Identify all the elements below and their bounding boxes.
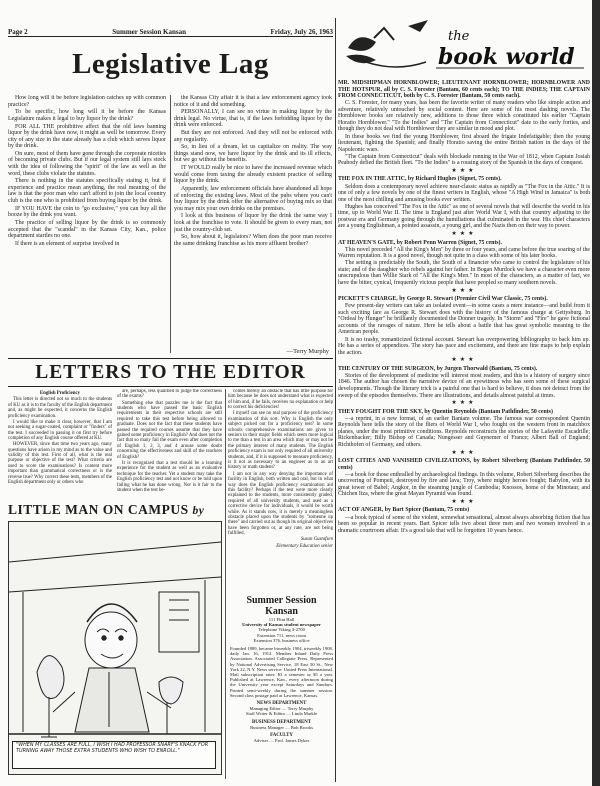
page-column-divider: [335, 18, 336, 782]
faculty-line-1: Adviser .... Prof. James Dykes: [253, 738, 310, 744]
book-review-paragraph: In these books we find the young Hornblower, first aboard the frigate Indefatigable; then the young lieutenant, fighting the Spanish; and finally Horatio saving the entire British nation in the days of the Napoleonic wars.: [338, 133, 590, 153]
page-binding-edge: [592, 0, 600, 786]
editorial-column-1: [8, 95, 166, 357]
paragraph: Apparently, law enforcement officials have abandoned all hope of enforcing the existing laws. Most of the pubs where you can't buy liquor by the drink offer the alternative of buying mix so that you may mix your own drinks on the premises.: [174, 186, 332, 212]
book-review-paragraph: —a book for those enthralled by archaeological findings. In this volume, Robert Silverberg describes the uncovering of Pompeii, destroyed by fire and lava; Troy, where mighty heroes fought; Babylon, with its great tower of Babel; Angkor, in the steaming jungle of Cambodia; Knossos, home of the Minotaur, and Chichen Itza, where the great Mayan Pyramid was found.: [338, 471, 590, 498]
paragraph: So, how about it, legislators? When does the poor man receive the same drinking franchise as his more affluent brother?: [174, 234, 332, 247]
staff-box-address: 111 Flint Hall: [268, 617, 295, 622]
book-world-logo: [338, 18, 588, 74]
paragraph: I myself can see no real purpose of the proficiency examination of this sort. Why is English the only subject picked out for a proficiency test? In some schools comprehensive examinations are given to seniors in their major fields which seem more logical to me than a test in an area which may or may not be the primary interest of many students. The English proficiency exam is not only required of all university students, and, if it is supposed to measure proficiency, is it not as necessary to an engineer as to an art history or math student?: [228, 411, 333, 471]
biz-dept-heading: BUSINESS DEPARTMENT: [251, 719, 312, 725]
issue-date: Friday, July 26, 1963: [270, 28, 333, 36]
book-world-logo-art: [338, 18, 588, 74]
book-review-paragraph: It is no trashy, romanticized fictional account. Stewart has overpowering bibliography to back him up. He has a series of appendices. The story has pace and excitement, and there are fine maps to help explain the action.: [338, 336, 590, 356]
news-dept-line-1: Managing Editor .... Terry Murphy: [249, 706, 314, 712]
column-divider: [170, 95, 171, 353]
masthead: [8, 24, 333, 37]
letters-rule: [8, 386, 333, 387]
book-review-paragraph: —a book typical of some of the violent, somewhat sensational, almost always absorbing fiction that has been so popular in recent years. Bart Spicer tells two about three men and two women involved in a dramatic courtroom affair. It's a good tale that will be forgotten 10 years hence.: [338, 514, 590, 534]
separator-stars: ★★★: [451, 231, 477, 237]
faculty-heading: FACULTY: [270, 733, 293, 739]
book-review-paragraph: —a reprint, in a new format, of an earlier Bantam volume. The famous war correspondent Quentin Reynolds here tells the story of the fliers of World War I, who fought on the western front in matchbox planes, under the most primitive conditions. Reynolds reconstructs the stories of the Lafayette Escadrille; Rickenbacker; Billy Bishop of Canada; Nungesser and Guynemer of France; Albert Ball of England; Richthofen of Germany, and others.: [338, 415, 590, 448]
separator-stars: ★★★: [451, 498, 477, 505]
paragraph: It is recognized that a test should be a learning experience for the student as well as an evaluative technique for the teacher. Yet a student may take the English proficiency test and not know or be told upon failing what he has done wrong. Nor is it fair to the student when the test be-: [117, 460, 222, 493]
book-review-paragraph: The setting is predictably the South, the South of a financier who came to control the legislature of his state; and of the daughter who rebels against her father. In Bogan Murdock we have a character even more unscrupulous than Willie Stark of "All the King's Men." In most of the characters, as a matter of fact, we have the bitter, cynical, frequently vicious people that have peopled so many southern novels.: [338, 260, 590, 287]
paragraph: This letter is directed not so much to the students of KU as it is to the faculty of the English department and, as might be expected, it concerns the English proficiency examination.: [8, 397, 112, 419]
paragraph: PERSONALLY, I can see no virtue in making liquor by the drink legal. No virtue, that is, if the laws forbidding liquor by the drink were enforced.: [174, 109, 332, 129]
staff-box-title-2: Kansan: [265, 606, 298, 617]
paragraph: are, perhaps, less qualified to judge the correctness of the exams?: [117, 389, 222, 400]
letter-signature-title: Elementary Education senior: [276, 543, 333, 549]
book-review-paragraph: "The Captain from Connecticut" deals with blockade running in the War of 1812, when Captain Josiah Peabody defied the British fleet. "To the Indies" is a rousing story of the Spanish in the days of conquest.: [338, 153, 590, 167]
paragraph: I would like to make it clear, however, that I am not seeking a sugar-coated, complaint or "finders" of the test. I succeeded in passing it on first try before completion of any English course offered at KU.: [8, 419, 112, 442]
book-title: THE CENTURY OF THE SURGEON, by Jurgen Thorwald (Bantam, 75 cents).: [338, 365, 538, 372]
cartoon-drawing: [8, 521, 222, 775]
paragraph: IF YOU HAVE the coin to "go exclusive," you can buy all the booze by the drink you want.: [8, 205, 166, 219]
logo-word-book-world: book world: [438, 44, 575, 70]
book-title: LOST CITIES AND VANISHED CIVILIZATIONS, by Robert Silverberg (Bantam Pathfinder, 50 cents): [338, 458, 590, 471]
column-divider: [225, 389, 226, 779]
cartoon-caption: "WHEN MY CLASSES ARE FULL, I WISH I HAD PROFESSOR SNARF'S KNACK FOR TURNING AWAY THOSE EXTRA STUDENTS WHO WISH TO ENROLL.": [12, 741, 216, 769]
paragraph: The practice of selling liquor by the drink is so commonly accepted that the "scandal" in the Kansas City, Kan., police department startles no one.: [8, 219, 166, 240]
separator-stars: ★★★: [451, 167, 477, 174]
staff-box-ext-news: Extension 711, news room: [257, 632, 306, 638]
book-world-column: [338, 78, 590, 782]
editorial-column-2: [174, 95, 332, 349]
cartoon-illustration: [9, 522, 221, 774]
letter-subhead: English Proficiency: [39, 391, 81, 396]
page-number: Page 2: [8, 28, 28, 36]
paragraph: the Kansas City affair it is that a law enforcement agency took notice of it and did something.: [174, 95, 332, 108]
book-title: MR. MIDSHIPMAN HORNBLOWER; LIEUTENANT HORNBLOWER; HORNBLOWER AND THE HOTSPUR, all by C. S. Forester (Bantam, 60 cents each); TO THE INDIES; THE CAPTAIN FROM CONNECTICUT, both by C. S. Forester (Bantam, 50 cents each).: [338, 80, 590, 100]
book-review-paragraph: Few present-day writers can take an isolated event—in some cases a mere instance—and build from it such exciting fare as George R. Stewart does with the history of the famous charge at Gettysburg. In "Ordeal by Hunger" he brilliantly documented the Donner tragedy. In "Storm" and "Fire" he gave fictional accounts of the ravages of nature. Here he tells about a battle that has great symbolic meaning to the American people.: [338, 303, 590, 336]
separator-stars: ★★★: [451, 400, 477, 407]
book-review-paragraph: Seldom does a contemporary novel achieve near-classic status as rapidly as "The Fox in the Attic." It is one of only a few novels by one of the finest writers in English, whose "A High Wind in Jamaica" is both one of the most chilling and amusing books ever written.: [338, 183, 590, 203]
paragraph: FOR ALL THE prohibitive affect that the old laws banning liquor by the drink have now, it might as well be tomorrow. Every city of any size in the state already has a club which serves liquor by the drink.: [8, 123, 166, 150]
biz-dept-line-1: Business Manager .... Bob Brooks: [250, 724, 313, 730]
section-rule: [8, 358, 333, 359]
separator-stars: ★★★: [451, 287, 477, 294]
letters-heading: LETTERS TO THE EDITOR: [35, 362, 306, 383]
editorial-byline: —Terry Murphy: [286, 348, 329, 355]
paragraph: But they are not enforced. And they will not be enforced with any regularity.: [174, 130, 332, 143]
paragraph: I am not in any way denying the importance of facility in English, both written and oral, but in what way does the English proficiency examination aid this facility? Perhaps if the test were more clearly explained to the students, more consistently graded, required of all university students, and used as a corrective device for individuals, it would be worth while. As it stands now, it is merely a meaningless obstacle placed upon the students by "someone up there" and carried out as though its original objectives have been forgotten or, at any rate, are not being fulfilled.: [228, 471, 333, 537]
news-dept-heading: NEWS DEPARTMENT: [256, 701, 307, 707]
book-review-paragraph: Hughes has conceived "The Fox in the Attic" as one of several novels that will describe the world in his time, up to World War II. The time is England just after World War I, with that country adjusting to the postwar era and Germany going through the humiliations that culminated in the war. His chief characters are a young Englishman, a pointed assassin, a young girl, and the Nazis then on their way to power.: [338, 203, 590, 230]
staff-box: [230, 595, 333, 743]
cartoon-title-text: LITTLE MAN ON CAMPUS: [8, 502, 189, 517]
paragraph: Something else that puzzles me is the fact that students who have passed the basic English requirements in their respective schools are still required to take this test before being allowed to graduate. Does not the fact that these students have passed the required courses assume that they have gained some proficiency in English? And does not the fact that so many fail the exam even after completion of English 1, 2, 3, and 4 arouse some doubt concerning the effectiveness and skill of the teachers of English?: [117, 400, 222, 460]
staff-box-body: Founded 1889, became biweekly 1904, triweekly 1908, daily Jan. 16, 1912. Member Inland Daily Press Association. Associated Collegiate Press. Represented by National Advertising Service, 18 East 50 St., New York 22, N.Y. News service: United Press International. Mail subscription rates: $3 a semester or $5 a year. Published at Lawrence, Kan., every afternoon during the University year except Saturdays and Sundays. Printed semi-weekly during the summer session. Second class postage paid at Lawrence, Kansas.: [230, 646, 333, 698]
book-review-paragraph: Stories of the development of medicine will interest most readers, and this is a history of surgery since 1846. The author has chosen the narrative device of an eyewitness who has seen some of these surgical developments. Though the literary trick is a painful one that is hard to believe, it does not detract from the sweep of the episodes themselves. There are illustrations, and details almost painful at times.: [338, 372, 590, 399]
letters-column-3: [228, 389, 333, 592]
staff-box-title-1: Summer Session: [246, 595, 317, 606]
book-title: PICKETT'S CHARGE, by George R. Stewart (Premier Civil War Classic, 75 cents).: [338, 296, 548, 303]
letter-signature: Susan Gustafsen: [300, 537, 333, 543]
staff-box-ext-biz: Extension 376, business office: [253, 637, 310, 643]
staff-box-org: University of Kansas student newspaper: [242, 622, 321, 628]
staff-box-phone: Telephone Viking 3-2700: [258, 627, 305, 633]
paragraph: If there is an element of surprise involved in: [15, 240, 120, 247]
paragraph: To be specific, how long will it be before the Kansas Legislature makes it legal to buy liquor by the drink?: [8, 109, 166, 122]
book-title: THE FOX IN THE ATTIC, by Richard Hughes (Signet, 75 cents).: [338, 176, 502, 183]
book-title: THEY FOUGHT FOR THE SKY, by Quentin Reynolds (Bantam Pathfinder, 50 cents): [338, 408, 553, 415]
paragraph: How long will it be before legislation catches up with common practice?: [8, 95, 166, 108]
cartoon-artist: by: [192, 505, 205, 517]
letters-column-1: [8, 389, 112, 499]
book-title: ACT OF ANGER, by Bart Spicer (Bantam, 75 cents): [338, 507, 470, 514]
paragraph: On sure, most of them have gone through the corporate niceties of becoming private clubs. But if our legal system still lays stock with the idea of following the "spirit" of the law as well as the word, these clubs violate the statutes.: [8, 150, 166, 177]
editorial-headline: Legislative Lag: [72, 48, 269, 80]
paragraph: So, in lieu of a dream, let us capitalize on reality. The way things stand now, we have liquor by the drink and its ill effects, but we go without the benefits.: [174, 144, 332, 164]
news-dept-line-2: Staff Writer & Editor .... Linda Markle: [245, 711, 318, 717]
book-review-paragraph: C. S. Forester, for many years, has been the favorite writer of many readers who like simple action and adventure, relatively untouched by social content. Here are some of his most dashing novels. The Hornblower books are relatively new, additions to those three which constituted his earlier "Captain Horatio Hornblower." "To the Indies" and "The Captain from Connecticut" date to the early forties, and though they do not deal with Hornblower they are similar in mood and plot.: [338, 100, 590, 133]
paper-name: Summer Session Kansan: [112, 28, 186, 36]
paragraph: HOWEVER, since that time two years ago, many questions have arisen in my mind as to the value and validity of this test. First of all, what is the real purpose or objective of the test? What criteria are used to score the examinations? Is content more important than grammatical correctness or is the reverse true? Why correct these tests, members of the English department only or others who: [8, 442, 112, 486]
paragraph: I look at this business of liquor by the drink the same way I look at the franchise to vote. It should be given to every man, not just the country-club set.: [174, 213, 332, 233]
logo-word-the: the: [448, 29, 470, 44]
book-title: AT HEAVEN'S GATE, by Robert Penn Warren (Signet, 75 cents).: [338, 239, 502, 246]
book-review-paragraph: This novel preceded "All the King's Men" by three or four years, and came before the true soaring of the Warren reputation. It is a good novel, though not quite in a class with some of his later books.: [338, 246, 590, 260]
paragraph: IT WOULD really be nice to have the increased revenue which would come from taxing the already existent practice of selling liquor by the drink.: [174, 165, 332, 185]
paragraph: comes merely an obstacle that has little purpose for him because he does not understand what is expected of him and, if he fails, receives no explanation or help to correct his deficiencies!: [228, 389, 333, 411]
separator-stars: ★★★: [451, 357, 477, 364]
paragraph: There is nothing in the statutes specifically stating it, but if experience and practice mean anything, the real meaning of the law is that the poor man who can't afford to join the local country club is the one who is prohibited from buying liquor by the drink.: [8, 178, 166, 204]
letters-column-2: [117, 389, 222, 499]
separator-stars: ★★★: [451, 449, 477, 456]
